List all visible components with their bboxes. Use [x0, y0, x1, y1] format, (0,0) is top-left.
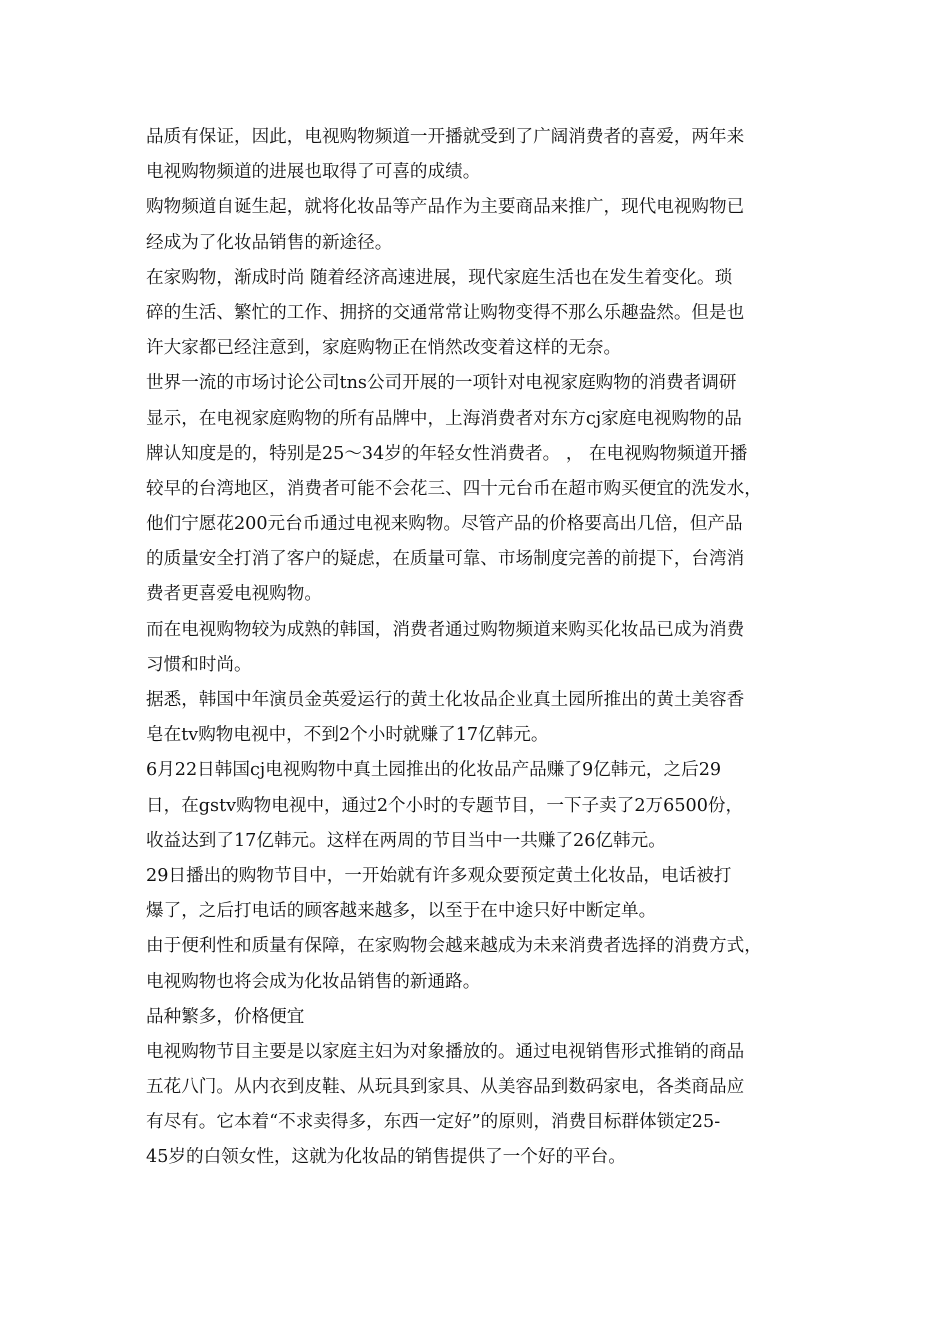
- text-line: 爆了，之后打电话的顾客越来越多，以至于在中途只好中断定单。: [146, 901, 657, 922]
- text-line: 日，在gstv购物电视中，通过2个小时的专题节目，一下子卖了2万6500份，: [146, 795, 744, 816]
- text-line: 45岁的白领女性，这就为化妆品的销售提供了一个好的平台。: [146, 1147, 626, 1168]
- text-line: 皂在tv购物电视中，不到2个小时就赚了17亿韩元。: [146, 725, 549, 746]
- text-line: 牌认知度是的，特别是25～34岁的年轻女性消费者。 ， 在电视购物频道开播: [146, 443, 748, 464]
- text-line: 据悉，韩国中年演员金英爱运行的黄土化妆品企业真土园所推出的黄土美容香: [146, 690, 745, 710]
- text-line: 有尽有。它本着“不求卖得多，东西一定好”的原则，消费目标群体锁定25-: [146, 1112, 721, 1133]
- text-line: 显示，在电视家庭购物的所有品牌中，上海消费者对东方cj家庭电视购物的品: [146, 408, 742, 429]
- text-line: 电视购物频道的进展也取得了可喜的成绩。: [146, 162, 481, 183]
- text-line: 他们宁愿花200元台币通过电视来购物。尽管产品的价格要高出几倍，但产品: [146, 514, 743, 535]
- text-line: 购物频道自诞生起，就将化妆品等产品作为主要商品来推广，现代电视购物已: [146, 197, 745, 218]
- text-line: 习惯和时尚。: [146, 654, 252, 675]
- text-line: 29日播出的购物节目中，一开始就有许多观众要预定黄土化妆品，电话被打: [146, 865, 732, 886]
- text-line: 品质有保证，因此，电视购物频道一开播就受到了广阔消费者的喜爱，两年来: [146, 127, 745, 147]
- text-line: 的质量安全打消了客户的疑虑，在质量可靠、市场制度完善的前提下，台湾消: [146, 549, 745, 570]
- text-line: 经成为了化妆品销售的新途径。: [146, 232, 393, 253]
- article-body: [146, 120, 814, 1176]
- text-line: 五花八门。从内衣到皮鞋、从玩具到家具、从美容品到数码家电，各类商品应: [146, 1077, 745, 1098]
- section-heading: 品种繁多，价格便宜: [146, 1006, 305, 1027]
- text-line: 费者更喜爱电视购物。: [146, 584, 322, 605]
- text-line: 许大家都已经注意到，家庭购物正在悄然改变着这样的无奈。: [146, 338, 622, 359]
- text-line: 世界一流的市场讨论公司tns公司开展的一项针对电视家庭购物的消费者调研: [146, 373, 737, 394]
- text-line: 较早的台湾地区，消费者可能不会花三、四十元台币在超市购买便宜的洗发水，: [146, 478, 762, 499]
- text-line: 收益达到了17亿韩元。这样在两周的节目当中一共赚了26亿韩元。: [146, 830, 666, 851]
- text-line: 电视购物也将会成为化妆品销售的新通路。: [146, 971, 481, 992]
- text-line: 由于便利性和质量有保障，在家购物会越来越成为未来消费者选择的消费方式，: [146, 936, 762, 957]
- text-line: 而在电视购物较为成熟的韩国，消费者通过购物频道来购买化妆品已成为消费: [146, 619, 745, 640]
- text-line: 碎的生活、繁忙的工作、拥挤的交通常常让购物变得不那么乐趣盎然。但是也: [146, 302, 745, 323]
- text-line: 在家购物，渐成时尚 随着经济高速进展，现代家庭生活也在发生着变化。琐: [146, 267, 733, 288]
- text-line: 电视购物节目主要是以家庭主妇为对象播放的。通过电视销售形式推销的商品: [146, 1041, 745, 1062]
- text-line: 6月22日韩国cj电视购物中真土园推出的化妆品产品赚了9亿韩元，之后29: [146, 760, 722, 781]
